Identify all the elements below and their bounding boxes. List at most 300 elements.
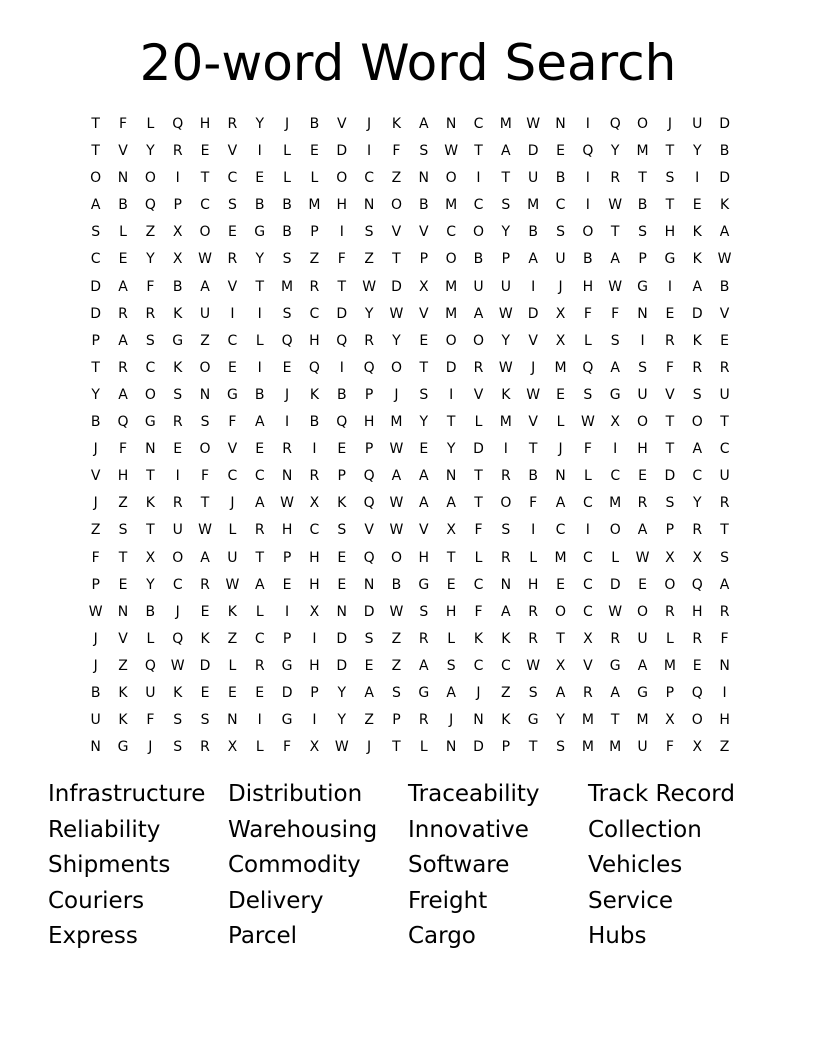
grid-letter: G [281,657,293,674]
grid-letter: I [531,522,536,539]
grid-letter: T [720,522,729,539]
grid-letter: C [227,468,238,485]
grid-letter: A [610,251,620,268]
grid-letter: O [472,332,484,349]
grid-letter: K [501,630,511,647]
grid-letter: U [637,739,648,756]
grid-letter: A [391,468,402,485]
grid-letter: G [527,712,539,729]
grid-letter: P [91,332,100,349]
grid-letter: B [473,251,484,268]
grid-letter: R [500,468,511,485]
grid-letter: W [498,305,513,322]
grid-letter: C [473,576,484,593]
grid-letter: O [144,170,156,187]
grid-letter: A [501,603,511,620]
grid-letter: T [146,468,155,485]
grid-letter: N [199,386,211,403]
grid-letter: K [173,684,183,701]
grid-letter: Y [419,414,429,431]
grid-letter: Q [308,359,320,376]
grid-letter: R [145,305,156,322]
grid-letter: L [474,414,483,431]
grid-letter: D [336,305,348,322]
grid-letter: T [446,414,456,431]
grid-letter: O [199,359,211,376]
grid-letter: V [419,224,429,241]
grid-letter: L [419,739,428,756]
grid-letter: W [88,603,103,620]
grid-letter: C [309,522,320,539]
grid-letter: D [609,576,621,593]
word-list-item: Freight [408,887,488,914]
grid-letter: Q [172,116,184,132]
grid-letter: W [635,549,650,566]
grid-letter: T [474,143,483,160]
grid-letter: Z [364,712,374,729]
grid-letter: H [363,414,375,431]
grid-letter: N [363,576,375,593]
grid-letter: H [719,712,730,729]
grid-letter: V [419,305,429,322]
grid-letter: W [498,359,513,376]
grid-letter: B [719,278,730,295]
grid-letter: J [285,386,290,403]
grid-letter: X [692,549,703,566]
grid-letter: K [118,712,128,729]
grid-letter: S [665,170,675,187]
grid-letter: N [445,739,457,756]
grid-letter: T [474,468,483,485]
grid-letter: I [531,278,536,295]
grid-letter: S [200,414,210,431]
grid-letter: R [172,495,183,512]
grid-letter: R [118,359,128,376]
grid-letter: C [364,170,374,187]
grid-letter: E [419,332,429,349]
grid-letter: T [665,441,675,458]
grid-letter: R [418,630,429,647]
grid-letter: P [173,197,182,214]
letter-grid [82,111,738,761]
grid-letter: I [367,143,372,160]
grid-letter: L [283,170,291,187]
grid-letter: I [285,603,290,620]
word-list-item: Infrastructure [48,781,206,807]
grid-row [82,111,738,138]
grid-letter: F [392,143,401,160]
grid-letter: C [692,468,703,485]
grid-letter: S [556,224,565,241]
grid-row [82,463,738,490]
grid-letter: M [527,197,540,214]
grid-letter: X [583,630,593,647]
grid-letter: H [309,657,320,674]
grid-letter: S [583,386,593,403]
grid-letter: T [501,170,511,187]
grid-letter: V [227,278,238,295]
grid-letter: W [608,197,623,214]
grid-letter: G [609,386,621,403]
grid-row [82,490,738,517]
word-list-item: Collection [588,816,702,843]
grid-letter: T [91,116,100,132]
grid-letter: Y [610,143,620,160]
grid-letter: F [146,278,155,295]
grid-row [82,274,738,301]
grid-letter: Q [363,549,375,566]
grid-letter: X [227,739,238,756]
grid-letter: I [175,468,180,485]
grid-letter: E [692,657,702,674]
grid-letter: W [389,441,404,458]
word-list-item: Hubs [588,923,647,950]
grid-letter: C [582,495,593,512]
grid-letter: V [336,116,347,132]
grid-letter: A [254,414,265,431]
grid-letter: W [198,522,212,539]
grid-letter: R [665,603,675,620]
grid-letter: B [719,143,730,160]
grid-letter: R [172,414,183,431]
grid-letter: D [719,116,730,132]
grid-letter: Q [336,414,348,431]
grid-letter: G [418,576,430,593]
grid-letter: H [309,332,320,349]
word-list-item: Software [408,852,510,879]
grid-letter: O [555,603,567,620]
grid-letter: Y [392,332,401,349]
grid-letter: D [336,630,348,647]
grid-letter: B [172,278,183,295]
grid-letter: G [226,386,238,403]
grid-letter: B [418,197,429,214]
grid-letter: N [363,197,375,214]
grid-letter: Y [255,116,265,132]
grid-letter: K [692,332,702,349]
grid-letter: T [392,739,401,756]
grid-letter: C [610,468,621,485]
grid-letter: Y [91,386,100,403]
grid-letter: I [695,170,700,187]
grid-letter: E [255,170,265,187]
grid-letter: N [117,603,129,620]
grid-letter: C [555,197,566,214]
grid-letter: B [118,197,128,214]
grid-letter: R [719,359,730,376]
grid-letter: Q [363,468,375,485]
grid-letter: E [227,684,237,701]
grid-letter: M [308,197,321,214]
grid-letter: N [336,603,347,620]
grid-letter: C [555,522,566,539]
grid-letter: N [418,170,430,187]
grid-letter: K [309,386,320,403]
grid-letter: A [254,495,265,512]
grid-letter: I [312,630,317,647]
word-list-item: Traceability [408,781,540,807]
grid-letter: M [663,657,676,674]
grid-letter: Q [336,332,348,349]
grid-letter: R [692,522,703,539]
grid-letter: I [722,684,727,701]
grid-letter: Y [146,143,155,160]
grid-letter: S [638,359,647,376]
grid-letter: A [501,143,511,160]
grid-letter: Y [146,576,155,593]
grid-letter: E [227,224,237,241]
grid-letter: R [637,495,648,512]
grid-letter: L [583,468,592,485]
grid-letter: Q [582,143,594,160]
grid-letter: I [230,305,235,322]
grid-letter: S [419,386,429,403]
grid-letter: E [556,143,565,160]
grid-letter: I [476,170,481,187]
grid-letter: V [719,305,730,322]
grid-letter: C [582,549,593,566]
grid-letter: W [389,495,404,512]
grid-letter: G [637,278,648,295]
grid-letter: G [637,684,648,701]
grid-letter: K [501,386,511,403]
grid-letter: J [476,684,481,701]
grid-letter: J [175,603,180,620]
grid-letter: B [282,197,292,214]
grid-letter: B [282,224,292,241]
grid-letter: I [339,359,344,376]
grid-letter: F [474,522,483,539]
grid-letter: A [637,657,648,674]
grid-letter: F [665,359,674,376]
word-list-item: Track Record [588,781,735,807]
grid-letter: A [692,441,703,458]
grid-letter: D [445,359,457,376]
grid-letter: W [198,251,212,268]
grid-letter: K [719,197,730,214]
grid-letter: V [118,630,128,647]
grid-letter: O [609,522,621,539]
grid-letter: Y [364,305,374,322]
grid-letter: P [392,712,401,729]
grid-letter: O [199,441,211,458]
grid-letter: B [528,468,538,485]
grid-letter: W [526,657,541,674]
grid-letter: J [531,359,536,376]
grid-letter: X [419,278,429,295]
grid-letter: R [282,441,292,458]
grid-letter: T [665,414,675,431]
grid-letter: H [527,576,539,593]
grid-letter: O [637,603,649,620]
grid-letter: C [254,630,265,647]
grid-letter: U [90,712,101,729]
grid-letter: E [556,386,565,403]
grid-letter: M [609,495,622,512]
grid-letter: E [118,576,128,593]
grid-letter: A [473,305,484,322]
grid-letter: R [665,332,675,349]
grid-letter: M [554,549,567,566]
grid-letter: H [281,522,293,539]
grid-letter: D [199,657,211,674]
grid-letter: L [447,630,456,647]
grid-letter: L [146,630,155,647]
grid-letter: X [446,522,456,539]
grid-letter: X [172,251,183,268]
grid-letter: C [227,332,238,349]
grid-letter: E [255,684,265,701]
grid-letter: C [254,468,265,485]
grid-letter: G [664,251,676,268]
grid-letter: Y [501,224,511,241]
grid-letter: Y [556,712,565,729]
grid-letter: R [582,684,593,701]
grid-letter: T [610,712,620,729]
grid-letter: M [636,143,649,160]
grid-letter: O [637,116,649,132]
grid-letter: N [719,657,730,674]
grid-letter: U [473,278,484,295]
grid-letter: R [719,495,730,512]
grid-letter: U [692,116,703,132]
grid-letter: R [200,739,210,756]
grid-letter: F [146,712,155,729]
grid-letter: O [582,224,594,241]
grid-letter: S [419,603,429,620]
grid-letter: S [364,224,374,241]
grid-letter: X [555,305,566,322]
grid-letter: A [555,684,566,701]
grid-letter: V [118,143,128,160]
grid-letter: W [580,414,595,431]
grid-letter: E [282,576,292,593]
grid-letter: S [173,739,183,756]
grid-letter: R [500,549,511,566]
grid-letter: O [199,224,211,241]
grid-letter: K [145,495,155,512]
grid-letter: L [283,143,291,160]
grid-letter: C [309,305,320,322]
grid-letter: P [91,576,100,593]
grid-letter: M [445,305,458,322]
grid-letter: F [611,305,620,322]
grid-row [82,355,738,382]
grid-letter: G [144,414,156,431]
grid-letter: T [392,251,401,268]
grid-letter: R [610,630,621,647]
grid-letter: J [148,739,153,756]
grid-letter: I [285,414,290,431]
grid-letter: M [609,739,622,756]
grid-letter: N [445,468,457,485]
grid-letter: L [611,549,620,566]
grid-letter: J [558,278,563,295]
grid-letter: W [717,251,732,268]
grid-letter: B [254,386,265,403]
grid-letter: T [419,359,429,376]
grid-letter: J [93,657,98,674]
grid-letter: L [146,116,155,132]
grid-letter: C [719,441,730,458]
grid-letter: B [254,197,265,214]
grid-letter: N [281,468,293,485]
grid-letter: B [145,603,156,620]
grid-letter: T [720,414,729,431]
grid-row [82,192,738,219]
grid-row [82,409,738,436]
grid-letter: W [225,576,240,593]
grid-letter: X [555,657,566,674]
grid-letter: P [501,739,511,756]
grid-letter: K [173,359,183,376]
grid-letter: H [582,278,594,295]
grid-letter: Y [692,143,702,160]
grid-letter: E [118,251,128,268]
grid-letter: S [364,630,374,647]
grid-letter: U [637,630,648,647]
grid-letter: V [419,522,429,539]
grid-letter: P [310,224,319,241]
grid-letter: L [556,414,565,431]
word-list-item: Reliability [48,816,161,843]
grid-letter: R [364,332,374,349]
grid-row [82,382,738,409]
grid-letter: S [392,684,401,701]
grid-letter: R [719,603,730,620]
grid-letter: G [117,739,129,756]
word-list-item: Distribution [228,781,363,807]
grid-letter: Q [363,359,375,376]
grid-letter: I [640,332,645,349]
grid-letter: X [555,332,566,349]
grid-letter: W [608,603,623,620]
grid-letter: B [309,414,320,431]
grid-letter: F [118,441,128,458]
grid-letter: P [638,251,647,268]
grid-letter: W [444,143,459,160]
grid-letter: Z [501,684,511,701]
grid-row [82,219,738,246]
grid-letter: A [200,278,210,295]
grid-letter: A [528,251,538,268]
grid-letter: F [337,251,346,268]
grid-letter: N [90,739,101,756]
grid-letter: P [665,522,675,539]
grid-letter: E [665,305,675,322]
grid-letter: F [118,116,128,132]
grid-letter: Q [582,359,594,376]
grid-letter: Z [145,224,156,241]
grid-letter: L [583,332,592,349]
grid-letter: I [503,441,508,458]
grid-letter: S [173,712,183,729]
grid-letter: I [257,305,262,322]
grid-letter: S [528,684,538,701]
grid-letter: P [364,386,374,403]
grid-letter: Q [691,684,703,701]
grid-letter: Z [227,630,238,647]
grid-letter: M [445,197,458,214]
grid-letter: M [581,712,594,729]
grid-letter: D [473,739,484,756]
grid-letter: T [200,495,210,512]
grid-letter: L [228,657,237,674]
grid-letter: E [419,441,429,458]
grid-letter: J [667,116,672,132]
grid-letter: P [310,684,319,701]
grid-letter: Z [391,657,402,674]
